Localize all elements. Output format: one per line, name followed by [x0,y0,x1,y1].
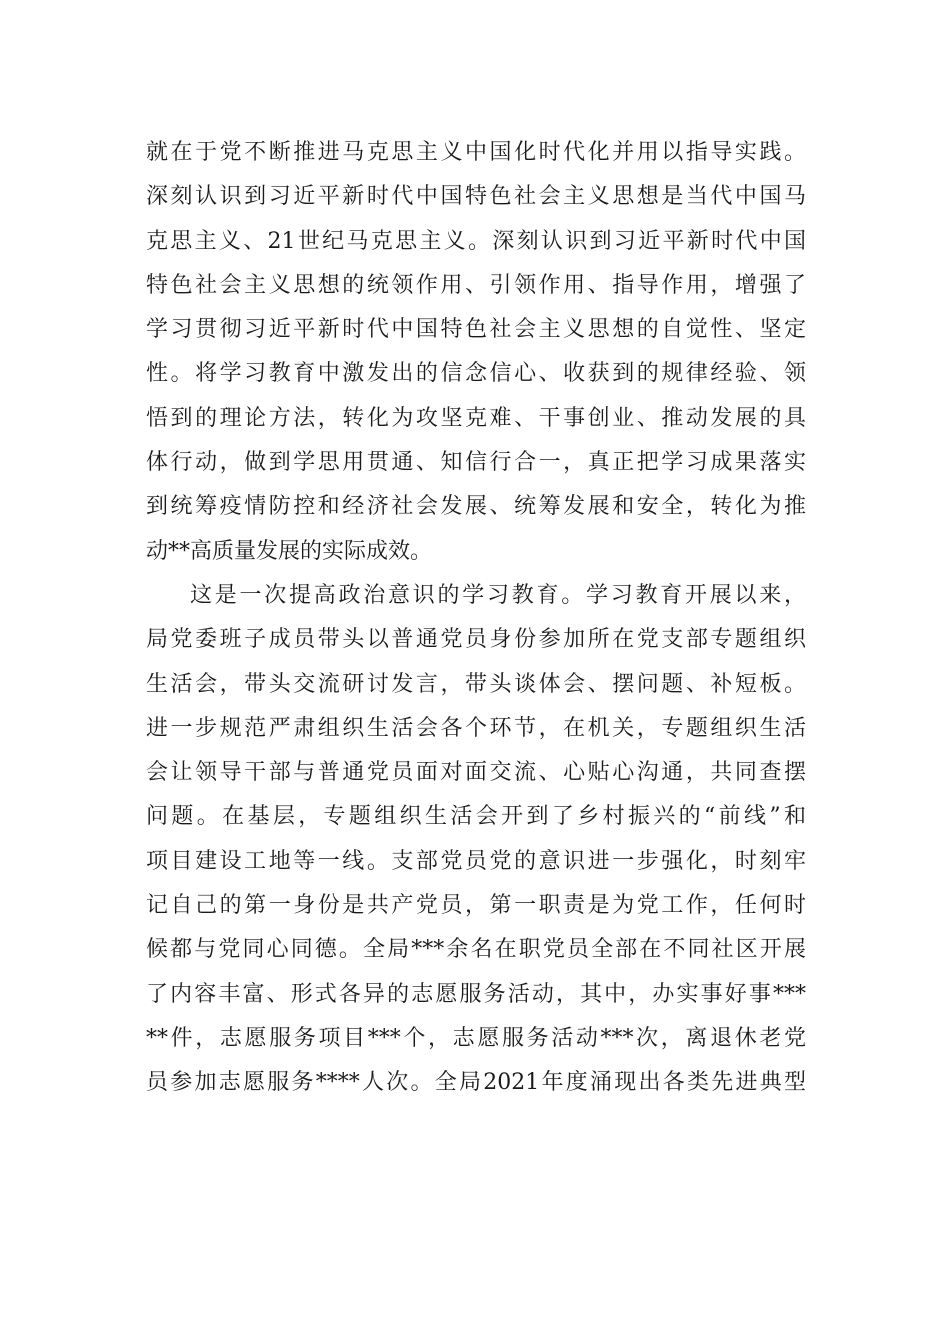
text-line: 就在于党不断推进马克思主义中国化时代化并用以指导实践。 [146,140,806,165]
text-line: 局党委班子成员带头以普通党员身份参加所在党支部专题组织 [146,627,806,653]
text-line: 员参加志愿服务****人次。全局2021年度涌现出各类先进典型 [146,1070,806,1096]
text-line: 问题。在基层，专题组织生活会开到了乡村振兴的“前线”和 [146,804,806,830]
paragraph-first-line: 这是一次提高政治意识的学习教育。学习教育开展以来， [190,582,806,608]
text-line: 特色社会主义思想的统领作用、引领作用、指导作用，增强了 [146,272,806,298]
text-line: 到统筹疫情防控和经济社会发展、统筹发展和安全，转化为推 [146,494,806,520]
text-line: 悟到的理论方法，转化为攻坚克难、干事创业、推动发展的具 [146,405,806,431]
text-line: 克思主义、21世纪马克思主义。深刻认识到习近平新时代中国 [146,228,806,254]
text-line: 记自己的第一身份是共产党员，第一职责是为党工作，任何时 [146,893,806,919]
text-line: 深刻认识到习近平新时代中国特色社会主义思想是当代中国马 [146,184,806,210]
text-line: 体行动，做到学思用贯通、知信行合一，真正把学习成果落实 [146,450,806,476]
text-line: 进一步规范严肃组织生活会各个环节，在机关，专题组织生活 [146,715,806,741]
text-line: 性。将学习教育中激发出的信念信心、收获到的规律经验、领 [146,361,806,387]
text-line: 了内容丰富、形式各异的志愿服务活动，其中，办实事好事*** [146,981,806,1007]
text-line: **件，志愿服务项目***个，志愿服务活动***次，离退休老党 [146,1025,806,1051]
text-line: 生活会，带头交流研讨发言，带头谈体会、摆问题、补短板。 [146,671,806,697]
text-line: 动**高质量发展的实际成效。 [146,538,433,564]
body-text [146,131,806,1106]
text-line: 会让领导干部与普通党员面对面交流、心贴心沟通，共同查摆 [146,760,806,786]
text-line: 项目建设工地等一线。支部党员党的意识进一步强化，时刻牢 [146,848,806,874]
text-line: 学习贯彻习近平新时代中国特色社会主义思想的自觉性、坚定 [146,317,806,343]
text-line: 候都与党同心同德。全局***余名在职党员全部在不同社区开展 [146,937,806,963]
